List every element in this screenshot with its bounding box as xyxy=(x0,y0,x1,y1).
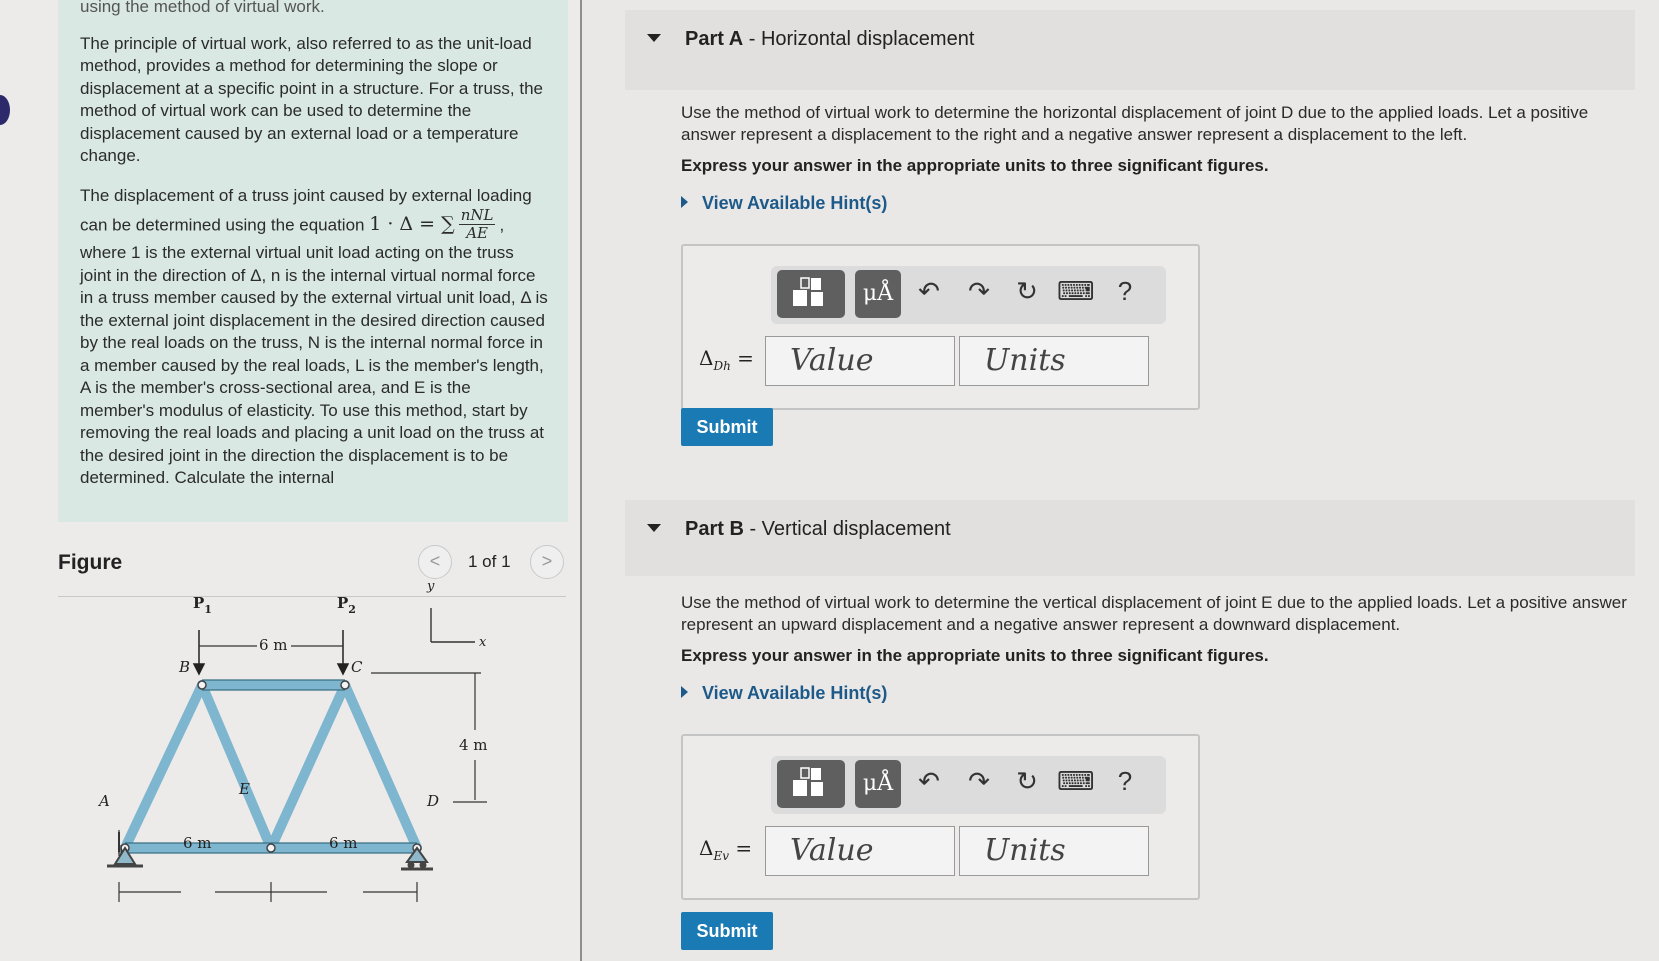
previous-figure-button[interactable]: < xyxy=(418,545,452,579)
equation-fraction xyxy=(459,207,496,242)
label-p1: $P_1$ xyxy=(193,594,212,616)
next-figure-button[interactable]: > xyxy=(530,545,564,579)
part-b-header[interactable] xyxy=(625,500,1635,576)
label-a: A xyxy=(99,792,110,810)
part-a-value-input[interactable]: Value xyxy=(765,336,955,386)
part-b-question: Use the method of virtual work to determine the vertical displacement of joint E due to the applied loads. Let a positive answer represent an upward displacement and a negative answer represent a downward displacement. xyxy=(681,593,1627,634)
equation-denominator: AE xyxy=(466,224,488,242)
templates-button[interactable] xyxy=(777,760,845,808)
part-a-answer-label: $\Delta_{Dh}$ = xyxy=(699,346,754,373)
joint-e xyxy=(267,844,275,852)
intro-paragraph-2 xyxy=(80,185,548,490)
part-b-value-input[interactable]: Value xyxy=(765,826,955,876)
math-toolbar xyxy=(771,266,1166,324)
reset-icon[interactable]: ↻ xyxy=(1016,276,1038,306)
member-ec xyxy=(271,685,345,848)
side-tab-indicator[interactable] xyxy=(0,95,10,125)
expand-caret-icon xyxy=(681,686,688,698)
intro-p2-a: The displacement of a truss joint caused by external loading can be determined using the equation xyxy=(80,185,532,235)
part-a-instruction: Express your answer in the appropriate units to three significant figures. xyxy=(681,156,1269,175)
keyboard-icon[interactable]: ⌨ xyxy=(1057,276,1095,306)
part-b xyxy=(625,500,1635,961)
joint-b xyxy=(198,681,206,689)
dim-left-label: 6 m xyxy=(183,834,212,852)
help-icon[interactable]: ? xyxy=(1117,766,1133,796)
member-cd xyxy=(345,685,417,848)
part-a-answer-box xyxy=(681,244,1200,410)
intro-top-line: using the method of virtual work. xyxy=(80,0,325,16)
part-a-submit-button[interactable]: Submit xyxy=(681,408,773,446)
figure-divider xyxy=(58,596,566,597)
part-b-hint-link[interactable]: View Available Hint(s) xyxy=(681,683,887,704)
intro-text-box xyxy=(58,0,568,522)
templates-icon xyxy=(777,760,845,808)
axis-x-label: x xyxy=(479,635,487,650)
templates-icon xyxy=(777,270,845,318)
virtual-work-equation xyxy=(369,207,499,242)
reset-icon[interactable]: ↻ xyxy=(1016,766,1038,796)
dim-right-label: 6 m xyxy=(329,834,358,852)
dim-top-label: 6 m xyxy=(259,636,288,654)
label-e: E xyxy=(239,780,250,798)
units-button[interactable]: μÅ xyxy=(855,760,901,808)
units-button[interactable]: μÅ xyxy=(855,270,901,318)
intro-p2-b: , where 1 is the external virtual unit load acting on the truss joint in the direction of Δ, n is the internal virtual normal force in a truss member caused by the external virtual unit load, Δ is the external joint displacement in the desired direction caused by the real loads on the truss, N is the internal normal force in a member caused by the real loads, L is the member's length, A is the member's cross-sectional area, and E is the member's modulus of elasticity. To use this method, start by removing the real loads and placing a unit load on the truss at the desired joint in the direction the displacement is to be determined. Calculate the internal xyxy=(80,215,548,487)
part-a-hint-link[interactable]: View Available Hint(s) xyxy=(681,193,887,214)
left-panel xyxy=(0,0,580,961)
help-icon[interactable]: ? xyxy=(1117,276,1133,306)
collapse-caret-icon[interactable] xyxy=(647,34,661,42)
part-b-submit-button[interactable]: Submit xyxy=(681,912,773,950)
bottom-dimensions xyxy=(119,882,417,902)
xy-axes xyxy=(431,608,475,642)
dim-height-label: 4 m xyxy=(459,736,488,754)
figure-title: Figure xyxy=(58,551,123,574)
equation-numerator: nNL xyxy=(460,206,494,224)
part-a-title: Part A - Horizontal displacement xyxy=(685,28,975,50)
label-d: D xyxy=(427,792,440,810)
undo-icon[interactable]: ↶ xyxy=(918,276,940,306)
part-b-instruction: Express your answer in the appropriate units to three significant figures. xyxy=(681,646,1269,665)
redo-icon[interactable]: ↷ xyxy=(968,276,990,306)
truss-diagram xyxy=(95,579,525,910)
collapse-caret-icon[interactable] xyxy=(647,524,661,532)
part-b-title: Part B - Vertical displacement xyxy=(685,518,951,540)
part-a-question: Use the method of virtual work to determine the horizontal displacement of joint D due to the applied loads. Let a positive answer represent a displacement to the right and a negative answer represent a displacement to the left. xyxy=(681,103,1589,144)
label-b: B xyxy=(179,658,191,676)
part-b-answer-box xyxy=(681,734,1200,900)
templates-button[interactable] xyxy=(777,270,845,318)
joint-c xyxy=(341,681,349,689)
expand-caret-icon xyxy=(681,196,688,208)
member-ab xyxy=(125,685,202,848)
math-toolbar xyxy=(771,756,1166,814)
undo-icon[interactable]: ↶ xyxy=(918,766,940,796)
truss-members xyxy=(125,685,417,848)
intro-paragraph-1: The principle of virtual work, also referred to as the unit-load method, provides a method for determining the slope or displacement at a specific point in a structure. For a truss, the method of virtual work can be used to determine the displacement caused by an external load or a temperature change. xyxy=(80,33,543,165)
label-p2: $P_2$ xyxy=(337,594,356,616)
part-b-answer-label: $\Delta_{Ev}$ = xyxy=(699,836,753,863)
member-be xyxy=(202,685,271,848)
part-a xyxy=(625,10,1635,470)
keyboard-icon[interactable]: ⌨ xyxy=(1057,766,1095,796)
part-a-header[interactable] xyxy=(625,10,1635,90)
figure-header xyxy=(58,545,566,595)
part-a-units-input[interactable]: Units xyxy=(959,336,1149,386)
part-b-units-input[interactable]: Units xyxy=(959,826,1149,876)
panel-divider xyxy=(580,0,582,961)
redo-icon[interactable]: ↷ xyxy=(968,766,990,796)
figure-pager: 1 of 1 xyxy=(468,552,511,571)
axis-y-label: y xyxy=(427,579,435,594)
equation-lhs: 1 · Δ = ∑ xyxy=(369,213,455,236)
label-c: C xyxy=(351,658,363,676)
